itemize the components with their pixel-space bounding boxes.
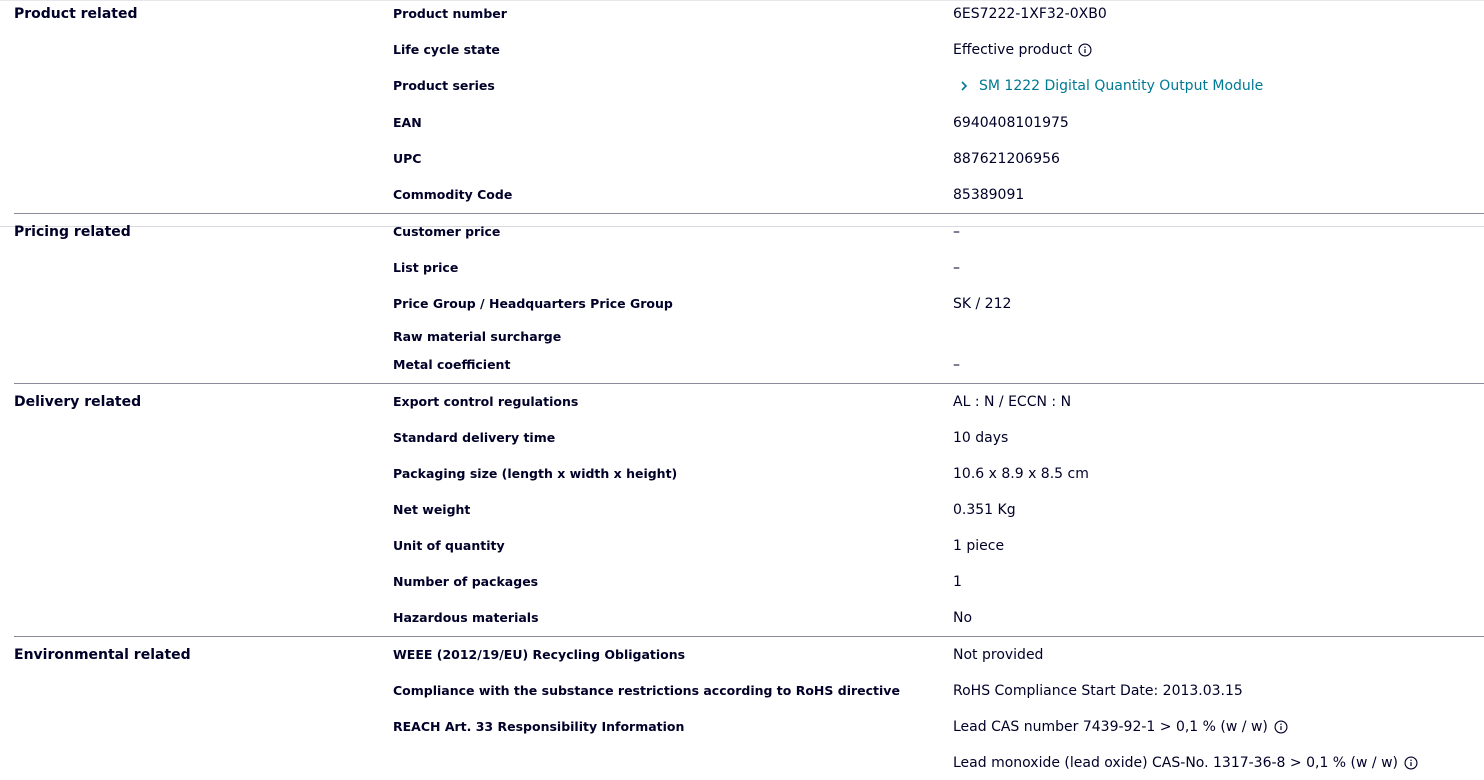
- label-product-series: Product series: [393, 78, 495, 93]
- value-metal-coefficient: –: [953, 357, 960, 373]
- row-customer-price: [0, 224, 1484, 244]
- row-metal-coefficient: [0, 357, 1484, 377]
- row-export-control: [0, 394, 1484, 414]
- product-series-link[interactable]: [953, 78, 1263, 94]
- value-unit-of-quantity: 1 piece: [953, 538, 1005, 554]
- value-price-group: SK / 212: [953, 296, 1012, 312]
- label-commodity-code: Commodity Code: [393, 187, 513, 202]
- label-net-weight: Net weight: [393, 502, 471, 517]
- label-life-cycle: Life cycle state: [393, 42, 500, 57]
- row-price-group: [0, 296, 1484, 316]
- value-number-of-packages: 1: [953, 574, 962, 590]
- value-weee: Not provided: [953, 647, 1044, 663]
- section-title-environmental: Environmental related: [14, 647, 191, 663]
- section-divider: [14, 213, 1484, 214]
- row-weee: [0, 647, 1484, 667]
- label-packaging-size: Packaging size (length x width x height): [393, 466, 678, 481]
- row-list-price: [0, 260, 1484, 280]
- label-metal-coefficient: Metal coefficient: [393, 357, 511, 372]
- row-hazardous-materials: [0, 610, 1484, 630]
- label-customer-price: Customer price: [393, 224, 501, 239]
- row-ean: [0, 115, 1484, 135]
- value-life-cycle: [953, 42, 1092, 58]
- value-delivery-time: 10 days: [953, 430, 1009, 446]
- value-upc: 887621206956: [953, 151, 1060, 167]
- life-cycle-text: Effective product: [953, 42, 1073, 58]
- label-weee: WEEE (2012/19/EU) Recycling Obligations: [393, 647, 686, 662]
- value-export-control: AL : N / ECCN : N: [953, 394, 1072, 410]
- label-upc: UPC: [393, 151, 422, 166]
- value-customer-price: –: [953, 224, 960, 240]
- label-ean: EAN: [393, 115, 422, 130]
- row-product-series: [0, 78, 1484, 98]
- row-packaging-size: [0, 466, 1484, 486]
- chevron-right-icon: [959, 79, 971, 93]
- value-list-price: –: [953, 260, 960, 276]
- row-life-cycle: [0, 42, 1484, 62]
- row-reach: [0, 719, 1484, 739]
- label-price-group: Price Group / Headquarters Price Group: [393, 296, 673, 311]
- row-delivery-time: [0, 430, 1484, 450]
- value-rohs: RoHS Compliance Start Date: 2013.03.15: [953, 683, 1243, 699]
- value-hazardous-materials: No: [953, 610, 973, 626]
- label-rohs: Compliance with the substance restrictions according to RoHS directive: [393, 683, 900, 698]
- reach-lead-oxide-text: Lead monoxide (lead oxide) CAS-No. 1317-36-8 > 0,1 % (w / w): [953, 755, 1398, 771]
- info-circle-icon[interactable]: [1404, 756, 1418, 770]
- row-number-of-packages: [0, 574, 1484, 594]
- value-ean: 6940408101975: [953, 115, 1069, 131]
- info-circle-icon[interactable]: [1078, 43, 1092, 57]
- row-raw-material: [0, 329, 1484, 349]
- label-raw-material: Raw material surcharge: [393, 329, 562, 344]
- row-commodity-code: [0, 187, 1484, 207]
- value-commodity-code: 85389091: [953, 187, 1025, 203]
- value-product-number: 6ES7222-1XF32-0XB0: [953, 6, 1107, 22]
- row-net-weight: [0, 502, 1484, 522]
- row-reach-lead-oxide: [0, 755, 1484, 775]
- section-divider: [14, 636, 1484, 637]
- row-product-number: [0, 6, 1484, 26]
- label-delivery-time: Standard delivery time: [393, 430, 556, 445]
- top-border: [0, 0, 1484, 1]
- value-product-series: [953, 78, 1263, 94]
- label-unit-of-quantity: Unit of quantity: [393, 538, 505, 553]
- label-number-of-packages: Number of packages: [393, 574, 539, 589]
- value-reach-lead-oxide: [953, 755, 1418, 771]
- row-unit-of-quantity: [0, 538, 1484, 558]
- value-packaging-size: 10.6 x 8.9 x 8.5 cm: [953, 466, 1089, 482]
- label-list-price: List price: [393, 260, 459, 275]
- label-export-control: Export control regulations: [393, 394, 579, 409]
- section-title-pricing: Pricing related: [14, 224, 131, 240]
- label-reach: REACH Art. 33 Responsibility Information: [393, 719, 685, 734]
- section-title-product: Product related: [14, 6, 138, 22]
- row-rohs: [0, 683, 1484, 703]
- product-series-link-text[interactable]: SM 1222 Digital Quantity Output Module: [979, 78, 1264, 94]
- value-net-weight: 0.351 Kg: [953, 502, 1016, 518]
- info-circle-icon[interactable]: [1274, 720, 1288, 734]
- value-reach: [953, 719, 1288, 735]
- reach-lead-text: Lead CAS number 7439-92-1 > 0,1 % (w / w): [953, 719, 1268, 735]
- label-hazardous-materials: Hazardous materials: [393, 610, 539, 625]
- section-title-delivery: Delivery related: [14, 394, 142, 410]
- label-product-number: Product number: [393, 6, 507, 21]
- section-divider: [14, 383, 1484, 384]
- row-upc: [0, 151, 1484, 171]
